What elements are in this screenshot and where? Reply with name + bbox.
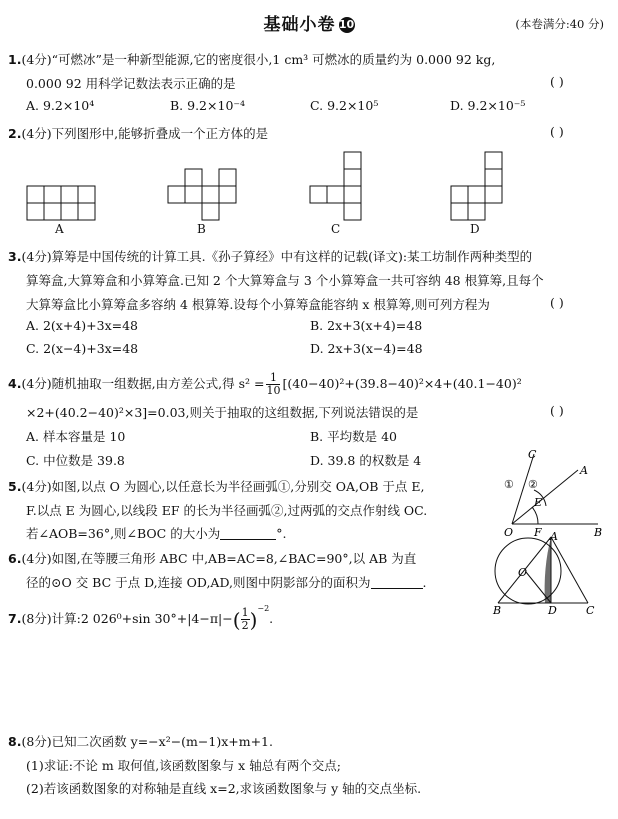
q8-text1: (8分)已知二次函数 y=−x²−(m−1)x+m+1.	[21, 734, 273, 749]
q5-label-e: E	[534, 496, 543, 509]
q4-line2: ×2+(40.2−40)²×3]=0.03,则关于抽取的这组数据,下列说法错误的是	[26, 405, 419, 420]
q3-line1	[8, 247, 532, 265]
q4-option-a: A. 样本容量是 10	[26, 429, 126, 444]
q5-text3-post: °.	[276, 526, 287, 541]
q5-line3	[26, 524, 286, 542]
q6-number: 6.	[8, 551, 22, 566]
q5-label-c: C	[528, 448, 537, 461]
q2-answer-paren: ( )	[550, 124, 564, 139]
q3-option-d: D. 2x+3(x−4)=48	[310, 341, 423, 356]
q1-option-c: C. 9.2×10⁵	[310, 98, 379, 113]
q6-text2-pre: 径的⊙O 交 BC 于点 D,连接 OD,AD,则图中阴影部分的面积为	[26, 575, 371, 590]
q4-line1	[8, 372, 522, 397]
q7-frac-den: 2	[241, 619, 249, 632]
q1-text1: (4分)“可燃冰”是一种新型能源,它的密度很小,1 cm³ 可燃冰的质量约为 0.000 92 kg,	[21, 52, 496, 67]
q6-circle-figure	[488, 530, 608, 618]
q7-exponent: −2	[257, 604, 270, 613]
q6-label-o: O	[518, 566, 528, 579]
q5-number: 5.	[8, 479, 22, 494]
q6-label-a: A	[550, 530, 558, 543]
q8-number: 8.	[8, 734, 22, 749]
q8-line2: (1)求证:不论 m 取何值,该函数图象与 x 轴总有两个交点;	[26, 758, 341, 773]
q7-paren-left: (	[232, 608, 241, 632]
q5-label-a: A	[580, 464, 588, 477]
ray-oa	[512, 470, 578, 524]
q6-text1: (4分)如图,在等腰三角形 ABC 中,AB=AC=8,∠BAC=90°,以 AB 为直	[21, 551, 417, 566]
q5-label-f: F	[534, 526, 542, 538]
title-text: 基础小卷	[263, 15, 336, 35]
q6-label-c: C	[586, 604, 595, 617]
q4-frac-num: 1	[266, 372, 280, 385]
q3-answer-paren: ( )	[550, 295, 564, 310]
q6-answer-blank	[371, 576, 423, 589]
q5-answer-blank	[220, 527, 276, 540]
q4-option-b: B. 平均数是 40	[310, 429, 398, 444]
q5-label-arc2: ②	[528, 478, 538, 491]
q1-option-a: A. 9.2×10⁴	[26, 98, 95, 113]
q3-option-b: B. 2x+3(x+4)=48	[310, 318, 423, 333]
q5-label-arc1: ①	[504, 478, 514, 491]
q4-frac-den: 10	[266, 384, 281, 397]
q1-option-d: D. 9.2×10⁻⁵	[450, 98, 526, 113]
q2-label-d: D	[470, 222, 480, 236]
q7-number: 7.	[8, 611, 22, 626]
q8-line1	[8, 732, 273, 750]
q5-label-b: B	[594, 526, 603, 538]
q4-option-c: C. 中位数是 39.8	[26, 453, 125, 468]
q8-line3: (2)若该函数图象的对称轴是直线 x=2,求该函数图象与 y 轴的交点坐标.	[26, 781, 422, 796]
q2-label-c: C	[331, 222, 341, 236]
q7-paren-right: )	[249, 608, 258, 632]
q4-option-d: D. 39.8 的权数是 4	[310, 453, 422, 468]
q7-frac-num: 1	[241, 606, 249, 619]
q5-line1	[8, 477, 424, 495]
q7-text-post: .	[269, 611, 274, 626]
q4-text-post: [(40−40)²+(39.8−40)²×4+(40.1−40)²	[282, 376, 522, 391]
q1-line1	[8, 50, 495, 68]
q3-line2: 算筹盒,大算筹盒和小算筹盒.已知 2 个大算筹盒与 3 个小算筹盒一共可容纳 48 根算筹,且每个	[26, 273, 544, 288]
q2-label-a: A	[55, 222, 64, 236]
q1-answer-paren: ( )	[550, 74, 564, 89]
net-c-shape	[310, 152, 361, 220]
title-number-badge: 10	[338, 18, 355, 31]
q2-text1: (4分)下列图形中,能够折叠成一个正方体的是	[21, 126, 269, 141]
q5-text3-pre: 若∠AOB=36°,则∠BOC 的大小为	[26, 526, 221, 541]
q5-label-o: O	[504, 526, 514, 538]
q1-number: 1.	[8, 52, 22, 67]
q5-text1: (4分)如图,以点 O 为圆心,以任意长为半径画弧①,分别交 OA,OB 于点 E,	[21, 479, 425, 494]
q7-fraction	[241, 607, 250, 632]
q1-option-b: B. 9.2×10⁻⁴	[170, 98, 245, 113]
q4-fraction	[266, 372, 280, 397]
q4-number: 4.	[8, 376, 22, 391]
arc-1	[532, 507, 538, 524]
q3-option-a: A. 2(x+4)+3x=48	[26, 318, 139, 333]
q2-cube-nets-figure	[0, 140, 618, 240]
q4-answer-paren: ( )	[550, 403, 564, 418]
q4-text-pre: (4分)随机抽取一组数据,由方差公式,得 s² =	[21, 376, 265, 391]
score-note: (本卷满分:40 分)	[515, 17, 604, 31]
net-b-shape	[168, 169, 236, 220]
segment-ac	[551, 537, 588, 603]
q6-line2	[26, 573, 426, 591]
q5-angle-figure	[494, 446, 612, 538]
q7-line1	[8, 604, 273, 632]
q1-line2: 0.000 92 用科学记数法表示正确的是	[26, 76, 236, 91]
net-d-shape	[451, 152, 502, 220]
net-a-shape	[27, 186, 95, 220]
q2-number: 2.	[8, 126, 22, 141]
q2-label-b: B	[197, 222, 206, 236]
q3-number: 3.	[8, 249, 22, 264]
q5-line2: F.以点 E 为圆心,以线段 EF 的长为半径画弧②,过两弧的交点作射线 OC.	[26, 503, 428, 518]
q3-option-c: C. 2(x−4)+3x=48	[26, 341, 139, 356]
q3-text1: (4分)算筹是中国传统的计算工具.《孙子算经》中有这样的记载(译文):某工坊制作两种类型的	[21, 249, 533, 264]
q6-line1	[8, 549, 416, 567]
q6-text2-post: .	[422, 575, 427, 590]
q3-line3: 大算筹盒比小算筹盒多容纳 4 根算筹.设每个小算筹盒能容纳 x 根算筹,则可列方程为	[26, 297, 490, 312]
q6-label-d: D	[548, 604, 557, 617]
q7-text-pre: (8分)计算:2 026⁰+sin 30°+|4−π|−	[21, 611, 233, 626]
q6-label-b: B	[493, 604, 502, 617]
